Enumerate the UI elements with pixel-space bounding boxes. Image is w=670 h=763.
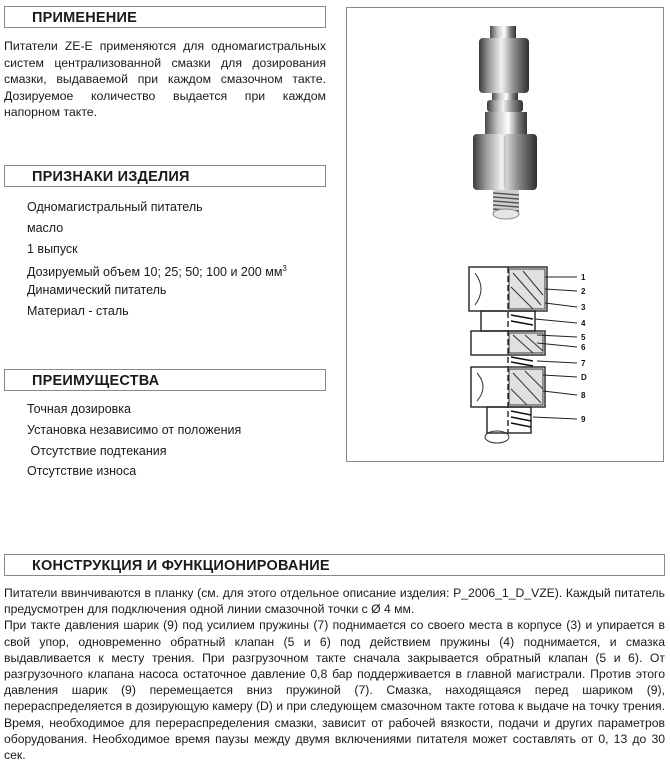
callout-label: 8 bbox=[581, 391, 586, 400]
cross-section-drawing bbox=[347, 243, 663, 463]
advantages-heading: ПРЕИМУЩЕСТВА bbox=[4, 369, 326, 391]
application-text: Питатели ZE-E применяются для одномагистральных систем централизованной смазки для дозирования смазки, выдаваемой при каждом смазочном такте. Дозируемое количество выдается при каждом напорном такте. bbox=[4, 39, 326, 119]
callout-label: 3 bbox=[581, 303, 586, 312]
product-photo bbox=[347, 8, 663, 233]
list-item: Точная дозировка bbox=[27, 402, 132, 416]
advantages-list bbox=[27, 401, 327, 484]
list-item: Одномагистральный питатель bbox=[27, 200, 203, 214]
list-item: Материал - сталь bbox=[27, 303, 129, 318]
features-heading: ПРИЗНАКИ ИЗДЕЛИЯ bbox=[4, 165, 326, 187]
list-item: Динамический питатель bbox=[27, 283, 167, 298]
features-list bbox=[27, 199, 327, 324]
superscript: 3 bbox=[282, 264, 287, 274]
callout-label: 1 bbox=[581, 273, 586, 282]
callout-label: 9 bbox=[581, 415, 586, 424]
callout-label: 6 bbox=[581, 343, 586, 352]
product-figure bbox=[346, 7, 664, 462]
list-item: масло bbox=[27, 220, 64, 235]
callout-label: D bbox=[581, 373, 587, 382]
construction-paragraph-2: При такте давления шарик (9) под усилием пружины (7) поднимается со своего места в корпусе (3) и упирается в свой упор, одновременно обратный клапан (5 и 6) под действием пружины (4) поднимается, и смазка выдавливается к месту трения. При разгрузочном такте сначала закрывается обратный клапан (5 и 6). От разгрузочного клапана насоса остаточное давление 0,8 бар поддерживается в главной магистрали. Против этого давления шарик (9) перемещается вниз пружиной (7). Смазка, находящаяся перед шариком (9), перераспределяется в дозирующую камеру (D) и при следующем смазочном такте готова к выдаче на точку трения. Время, необходимое для перераспределения смазки, зависит от рабочей вязкости, подачи и других параметров оборудования. Необходимое время паузы между двумя включениями питателя может составлять от 0, 13 до 30 сек. bbox=[4, 618, 665, 763]
callout-label: 7 bbox=[581, 359, 586, 368]
construction-text bbox=[4, 585, 665, 763]
list-item: Установка независимо от положения bbox=[27, 422, 242, 437]
list-item bbox=[27, 261, 327, 282]
construction-paragraph-1: Питатели ввинчиваются в планку (см. для этого отдельное описание изделия: P_2006_1_D_VZE). Каждый питатель предусмотрен для подключения одной линии смазочной точки с Ø 4 мм. bbox=[4, 586, 665, 617]
construction-heading: КОНСТРУКЦИЯ И ФУНКЦИОНИРОВАНИЕ bbox=[4, 554, 665, 576]
list-item: 1 выпуск bbox=[27, 241, 78, 256]
volume-text: Дозируемый объем 10; 25; 50; 100 и 200 мм bbox=[27, 265, 283, 280]
list-item: Отсутствие подтекания bbox=[27, 443, 167, 458]
callout-label: 2 bbox=[581, 287, 586, 296]
callout-label: 4 bbox=[581, 319, 586, 328]
list-item: Отсутствие износа bbox=[27, 464, 137, 479]
callout-label: 5 bbox=[581, 333, 586, 342]
application-heading: ПРИМЕНЕНИЕ bbox=[4, 6, 326, 28]
